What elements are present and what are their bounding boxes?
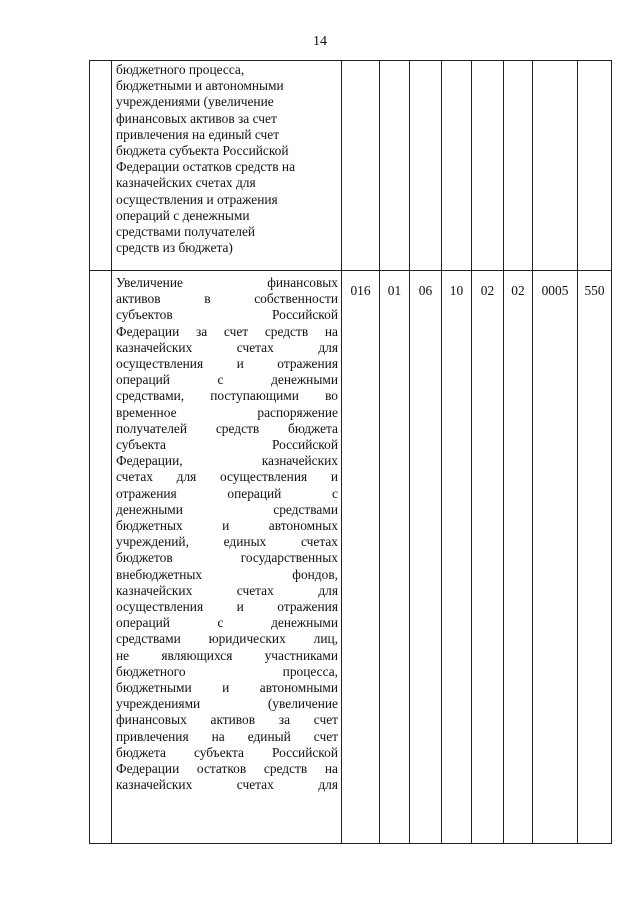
code-cell bbox=[472, 271, 504, 844]
text-line: осуществления и отражения bbox=[116, 356, 338, 372]
text-line: денежными средствами bbox=[116, 501, 338, 517]
code-cell bbox=[578, 271, 612, 844]
code-cell bbox=[342, 271, 380, 844]
text-line: бюджета субъекта Российской bbox=[116, 744, 338, 760]
text-line: привлечения на единый счет bbox=[116, 126, 280, 142]
code-cell bbox=[472, 61, 504, 271]
code-value: 06 bbox=[418, 283, 433, 298]
code-value: 02 bbox=[511, 283, 525, 298]
code-value: 10 bbox=[449, 283, 464, 298]
text-line: осуществления и отражения bbox=[116, 191, 278, 207]
code-value: 01 bbox=[387, 283, 402, 298]
text-line: учреждений, единых счетах bbox=[116, 534, 338, 550]
code-cell bbox=[504, 61, 533, 271]
text-line: операций с денежными bbox=[116, 372, 338, 388]
text-line: учреждениями (увеличение bbox=[116, 94, 274, 110]
text-line: операций с денежными bbox=[116, 207, 250, 223]
text-line: осуществления и отражения bbox=[116, 599, 338, 615]
text-line: активов в собственности bbox=[116, 291, 338, 307]
text-line: внебюджетных фондов, bbox=[116, 566, 338, 582]
code-cell bbox=[533, 61, 578, 271]
text-line: Увеличение финансовых bbox=[116, 275, 338, 290]
budget-classification-table bbox=[89, 60, 612, 844]
text-line: отражения операций с bbox=[116, 485, 338, 501]
text-line: Федерации за счет средств на bbox=[116, 323, 338, 339]
code-cell bbox=[578, 61, 612, 271]
text-line: бюджета субъекта Российской bbox=[116, 143, 289, 159]
text-line: бюджетного процесса, bbox=[116, 62, 245, 77]
text-line: средствами получателей bbox=[116, 224, 256, 240]
text-line: не являющихся участниками bbox=[116, 647, 338, 663]
table-row bbox=[90, 61, 612, 271]
text-line: счетах для осуществления и bbox=[116, 469, 338, 485]
row-number-cell bbox=[90, 61, 112, 271]
row-description bbox=[112, 61, 342, 271]
text-line: бюджетов государственных bbox=[116, 550, 338, 566]
page-number: 14 bbox=[313, 34, 327, 49]
text-line: субъектов Российской bbox=[116, 307, 338, 323]
code-value: 0005 bbox=[541, 283, 569, 298]
text-line: Федерации, казначейских bbox=[116, 453, 338, 469]
text-line: средствами юридических лиц, bbox=[116, 631, 338, 647]
code-cell bbox=[504, 271, 533, 844]
row-description bbox=[112, 271, 342, 844]
text-line: учреждениями (увеличение bbox=[116, 696, 338, 712]
row-number-cell bbox=[90, 271, 112, 844]
code-value: 550 bbox=[584, 283, 605, 298]
text-line: субъекта Российской bbox=[116, 437, 338, 453]
text-line: бюджетного процесса, bbox=[116, 663, 338, 679]
text-line: казначейских счетах для bbox=[116, 582, 338, 598]
text-line: казначейских счетах для bbox=[116, 777, 338, 793]
code-cell bbox=[410, 61, 442, 271]
text-line: бюджетными и автономными bbox=[116, 78, 284, 94]
code-value: 02 bbox=[480, 283, 495, 298]
text-line: финансовых активов за счет bbox=[116, 712, 338, 728]
text-line: операций с денежными bbox=[116, 615, 338, 631]
text-line: бюджетными и автономными bbox=[116, 680, 338, 696]
text-line: получателей средств бюджета bbox=[116, 420, 338, 436]
text-line: средств из бюджета) bbox=[116, 240, 233, 256]
code-cell bbox=[380, 61, 410, 271]
text-line: казначейских счетах для bbox=[116, 339, 338, 355]
code-cell bbox=[442, 61, 472, 271]
text-line: средствами, поступающими во bbox=[116, 388, 338, 404]
text-line: временное распоряжение bbox=[116, 404, 338, 420]
code-cell bbox=[533, 271, 578, 844]
text-line: привлечения на единый счет bbox=[116, 728, 338, 744]
text-line: Федерации остатков средств на bbox=[116, 761, 338, 777]
code-cell bbox=[442, 271, 472, 844]
text-line: казначейских счетах для bbox=[116, 175, 256, 191]
code-cell bbox=[342, 61, 380, 271]
code-cell bbox=[380, 271, 410, 844]
text-line: бюджетных и автономных bbox=[116, 518, 338, 534]
code-cell bbox=[410, 271, 442, 844]
text-line: финансовых активов за счет bbox=[116, 110, 277, 126]
code-value: 016 bbox=[350, 283, 371, 298]
text-line: Федерации остатков средств на bbox=[116, 159, 296, 175]
table-row bbox=[90, 271, 612, 844]
